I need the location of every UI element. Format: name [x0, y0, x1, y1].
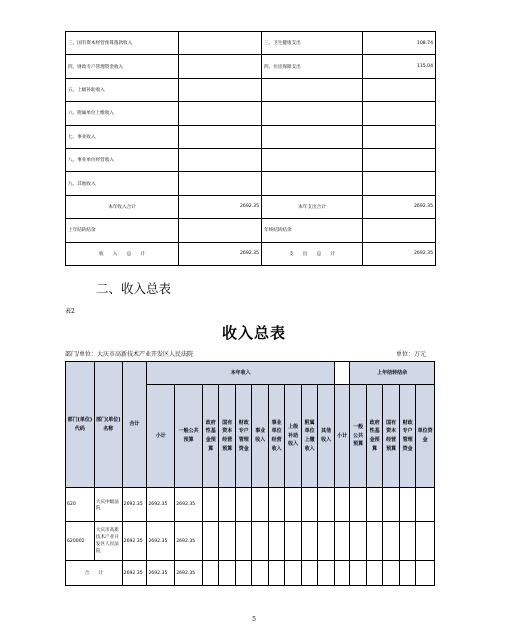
row-subtotal: 2692.35 — [147, 522, 175, 561]
table-row — [66, 219, 436, 242]
expense-item — [262, 78, 363, 101]
expense-item — [262, 125, 363, 148]
expense-total-label: 本年支出合计 — [262, 195, 363, 218]
header-subtotal: 小计 — [147, 385, 175, 488]
page-number: 5 — [252, 616, 256, 623]
income-grand-total-value: 2692.35 — [179, 242, 262, 265]
section-heading: 二、收入总表 — [96, 281, 172, 296]
header-subordinate-remit: 附属单位上缴收入 — [301, 385, 317, 488]
header-prev-state-capital: 国有资本经营预算 — [383, 385, 399, 488]
expense-value: 115.04 — [363, 55, 436, 78]
income-value — [179, 32, 262, 55]
table-row — [66, 102, 436, 125]
header-total: 合计 — [122, 362, 147, 488]
row-total: 2692.35 — [122, 488, 147, 522]
year-end-carryover-label: 年终结转结余 — [262, 219, 363, 242]
header-fund-budget: 政府性基金预算 — [203, 385, 219, 488]
income-value — [179, 102, 262, 125]
expense-value — [363, 78, 436, 101]
table-title: 收入总表 — [221, 324, 286, 342]
row-general: 2692.35 — [175, 488, 203, 522]
expense-value — [363, 102, 436, 125]
row-subtotal: 2692.35 — [147, 561, 175, 586]
income-item: 四、财政专户管理资金收入 — [66, 55, 179, 78]
row-code: 620 — [66, 488, 95, 522]
total-row-label: 合 计 — [66, 561, 123, 586]
income-grand-total-label: 收 入 总 计 — [66, 242, 179, 265]
expense-value — [363, 148, 436, 171]
income-item: 八、事业单位经营收入 — [66, 148, 179, 171]
department-label: 部门/单位：大庆市高新技术产业开发区人民法院 — [65, 351, 194, 358]
table-row — [66, 148, 436, 171]
income-value — [179, 55, 262, 78]
header-superior-subsidy: 上级补助收入 — [285, 385, 301, 488]
year-end-carryover-value — [363, 219, 436, 242]
table-row — [66, 488, 435, 522]
income-total-label: 本年收入合计 — [66, 195, 179, 218]
header-prev-special: 财政专户管理资金 — [399, 385, 415, 488]
income-item: 六、附属单位上缴收入 — [66, 102, 179, 125]
row-total: 2692.35 — [122, 561, 147, 586]
expense-total-value: 2692.35 — [363, 195, 436, 218]
row-general: 2692.35 — [175, 522, 203, 561]
income-value — [179, 148, 262, 171]
income-item: 五、上级补助收入 — [66, 78, 179, 101]
prior-carryover-label: 上年结转结余 — [66, 219, 179, 242]
income-item: 七、事业收入 — [66, 125, 179, 148]
header-prev-year: 上年结转结余 — [350, 362, 435, 385]
table-row — [66, 172, 436, 195]
table-number: 表2 — [65, 308, 75, 315]
prior-carryover-value — [179, 219, 262, 242]
row-general: 2692.35 — [175, 561, 203, 586]
expense-item — [262, 148, 363, 171]
header-dept-name: 部门(单位)名称 — [94, 362, 122, 488]
table-row — [66, 522, 435, 561]
row-name: 大庆中级法院 — [94, 488, 122, 522]
row-name: 大庆市高新技术产业开发区人民法院 — [94, 522, 122, 561]
header-state-capital: 国有资本经营预算 — [219, 385, 235, 488]
header-prev-subtotal: 小计 — [334, 385, 349, 488]
income-value — [179, 172, 262, 195]
header-current-year: 本年收入 — [147, 362, 335, 385]
expense-item: 三、卫生健康支出 — [262, 32, 363, 55]
header-prev-general: 一般公共预算 — [350, 385, 366, 488]
header-business-income: 事业收入 — [252, 385, 268, 488]
income-item: 九、其他收入 — [66, 172, 179, 195]
expense-grand-total-label: 支 出 总 计 — [262, 242, 363, 265]
expense-grand-total-value: 2692.35 — [363, 242, 436, 265]
row-subtotal: 2692.35 — [147, 488, 175, 522]
header-business-operating: 事业单位经营收入 — [268, 385, 284, 488]
expense-item — [262, 102, 363, 125]
header-prev-unit-funds: 单位资金 — [416, 385, 435, 488]
income-item: 三、国有资本经营预算拨款收入 — [66, 32, 179, 55]
table-row — [66, 561, 435, 586]
header-row — [66, 362, 435, 385]
table-row — [66, 78, 436, 101]
header-spacer — [334, 362, 349, 385]
header-other-income: 其他收入 — [318, 385, 335, 488]
income-value — [179, 78, 262, 101]
row-total: 2692.35 — [122, 522, 147, 561]
income-expense-table — [65, 31, 436, 266]
expense-value — [363, 125, 436, 148]
income-value — [179, 125, 262, 148]
income-total-value: 2692.35 — [179, 195, 262, 218]
table-row — [66, 32, 436, 55]
header-special-account: 财政专户管理资金 — [235, 385, 251, 488]
expense-value — [363, 172, 436, 195]
income-summary-table — [65, 361, 435, 586]
table-row — [66, 125, 436, 148]
table-row — [66, 55, 436, 78]
expense-item — [262, 172, 363, 195]
expense-item: 四、住房保障支出 — [262, 55, 363, 78]
row-code: 620002 — [66, 522, 95, 561]
table-row — [66, 195, 436, 218]
header-general-budget: 一般公共预算 — [175, 385, 203, 488]
header-prev-fund: 政府性基金预算 — [366, 385, 382, 488]
table-row — [66, 242, 436, 265]
unit-label: 单位：万元 — [396, 351, 427, 358]
header-dept-code: 部门(单位)代码 — [66, 362, 95, 488]
expense-value: 108.74 — [363, 32, 436, 55]
